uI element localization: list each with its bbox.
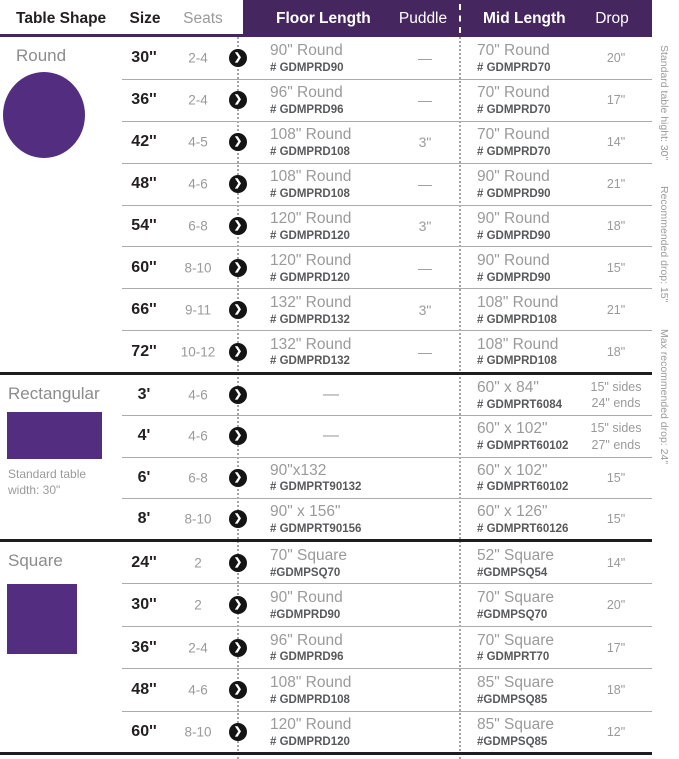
mid-length-value: 90" Round — [477, 210, 550, 228]
floor-length-value: 90" x 156" — [270, 502, 341, 520]
mid-length-value: 60" x 126" — [477, 502, 548, 520]
column-header-drop: Drop — [595, 10, 629, 27]
size-value: 36'' — [131, 91, 157, 109]
mid-length-code: # GDMPRD108 — [477, 313, 557, 326]
floor-length-cell — [270, 84, 392, 116]
seats-value: 2-4 — [188, 640, 208, 656]
mid-length-cell — [477, 462, 595, 494]
floor-length-value: 96" Round — [270, 84, 343, 102]
floor-length-cell — [270, 632, 392, 664]
seats-value: 4-6 — [188, 682, 208, 698]
floor-length-cell — [270, 462, 392, 494]
size-value: 48'' — [131, 175, 157, 193]
size-value: 4' — [137, 427, 151, 445]
arrow-circle-icon: ❯ — [229, 301, 247, 319]
mid-length-code: # GDMPRT60126 — [477, 522, 569, 535]
arrow-circle-icon: ❯ — [229, 596, 247, 614]
puddle-value: — — [418, 343, 432, 360]
floor-length-cell — [270, 126, 392, 158]
section-divider — [0, 539, 652, 542]
column-header-floor-length: Floor Length — [276, 10, 371, 27]
drop-value — [580, 470, 652, 486]
drop-line: 12" — [606, 725, 626, 740]
drop-value — [580, 50, 652, 66]
mid-length-cell — [477, 43, 595, 75]
mid-length-code: # GDMPRD90 — [477, 271, 551, 284]
size-value: 60'' — [131, 258, 157, 276]
floor-length-value: — — [323, 427, 339, 445]
arrow-circle-icon: ❯ — [229, 175, 247, 193]
side-note: Standard table hight: 30" — [658, 45, 670, 161]
mid-length-code: # GDMPRD70 — [477, 146, 551, 159]
mid-length-value: 70" Round — [477, 42, 550, 60]
table-row — [122, 121, 652, 163]
table-row — [122, 498, 652, 539]
table-row — [122, 288, 652, 330]
floor-length-value: 70" Square — [270, 546, 348, 564]
size-value: 3' — [137, 386, 151, 404]
size-value: 42'' — [131, 133, 157, 151]
table-row — [122, 205, 652, 247]
drop-line: 21" — [606, 302, 626, 317]
table-row — [122, 711, 652, 753]
drop-value — [580, 343, 652, 359]
floor-length-cell — [270, 294, 392, 326]
drop-line: 21" — [606, 176, 626, 191]
floor-length-value: 108" Round — [270, 126, 352, 144]
floor-length-cell — [270, 547, 392, 579]
seats-value: 2 — [194, 597, 202, 613]
drop-line: 18" — [606, 218, 626, 233]
floor-length-cell — [270, 503, 392, 535]
mid-length-cell — [477, 336, 595, 368]
arrow-circle-icon: ❯ — [229, 469, 247, 487]
section-divider — [0, 752, 652, 755]
floor-length-value: 132" Round — [270, 335, 352, 353]
floor-length-value: 90" Round — [270, 42, 343, 60]
rectangular-section-rows — [122, 375, 652, 539]
drop-value — [580, 379, 652, 412]
drop-line: 20" — [606, 597, 626, 612]
seats-value: 2 — [194, 555, 202, 571]
mid-length-code: #GDMPSQ70 — [477, 609, 548, 622]
size-value: 8' — [137, 509, 151, 527]
size-value: 30'' — [131, 596, 157, 614]
side-notes-vertical — [658, 45, 670, 735]
drop-value — [580, 555, 652, 571]
floor-length-cell — [270, 168, 392, 200]
mid-length-cell — [477, 503, 595, 535]
arrow-circle-icon: ❯ — [229, 386, 247, 404]
table-row — [122, 668, 652, 710]
rectangular-shape-figure — [7, 412, 102, 459]
drop-value — [580, 92, 652, 108]
mid-length-code: # GDMPRD90 — [477, 187, 551, 200]
drop-value — [580, 302, 652, 318]
floor-length-value: 108" Round — [270, 674, 352, 692]
table-row — [122, 626, 652, 668]
drop-line: 15" — [606, 470, 626, 485]
column-header-size: Size — [129, 10, 161, 27]
drop-value — [580, 218, 652, 234]
column-header-puddle: Puddle — [398, 10, 448, 27]
arrow-circle-icon: ❯ — [229, 510, 247, 528]
mid-length-value: 60" x 102" — [477, 461, 548, 479]
puddle-value: 3" — [418, 301, 432, 318]
mid-length-value: 108" Round — [477, 293, 559, 311]
arrow-circle-icon: ❯ — [229, 427, 247, 445]
drop-value — [580, 176, 652, 192]
puddle-value: 3" — [418, 217, 432, 234]
drop-line: 20" — [606, 51, 626, 66]
floor-length-code: # GDMPRD108 — [270, 693, 350, 706]
floor-length-cell — [270, 386, 392, 404]
drop-line: 24" ends — [591, 396, 641, 411]
mid-length-code: # GDMPRD70 — [477, 104, 551, 117]
square-shape-figure — [7, 584, 77, 654]
table-row — [122, 38, 652, 79]
floor-length-cell — [270, 336, 392, 368]
floor-length-value: 96" Round — [270, 631, 343, 649]
mid-length-code: #GDMPSQ85 — [477, 736, 548, 749]
mid-length-value: 85" Square — [477, 674, 555, 692]
floor-length-cell — [270, 589, 392, 621]
mid-length-code: # GDMPRD70 — [477, 62, 551, 75]
seats-value: 4-5 — [188, 134, 208, 150]
seats-value: 2-4 — [188, 92, 208, 108]
drop-line: 17" — [606, 93, 626, 108]
seats-value: 9-11 — [184, 302, 212, 318]
mid-length-value: 108" Round — [477, 335, 559, 353]
floor-length-code: # GDMPRD108 — [270, 187, 350, 200]
drop-line: 14" — [606, 555, 626, 570]
arrow-circle-icon: ❯ — [229, 639, 247, 657]
floor-length-value: 120" Round — [270, 251, 352, 269]
mid-length-cell — [477, 716, 595, 748]
mid-length-code: # GDMPRT6084 — [477, 399, 563, 412]
size-value: 54'' — [131, 216, 157, 234]
floor-length-value: 132" Round — [270, 293, 352, 311]
mid-length-code: # GDMPRD90 — [477, 229, 551, 242]
table-row — [122, 79, 652, 121]
table-row — [122, 330, 652, 372]
mid-length-value: 60" x 102" — [477, 420, 548, 438]
size-value: 66'' — [131, 300, 157, 318]
size-value: 72'' — [131, 342, 157, 360]
mid-length-cell — [477, 126, 595, 158]
drop-value — [580, 597, 652, 613]
header-dashed-divider — [459, 4, 461, 33]
drop-value — [580, 511, 652, 527]
size-value: 6' — [137, 468, 151, 486]
floor-length-code: # GDMPRD96 — [270, 104, 344, 117]
drop-line: 15" sides — [590, 421, 642, 436]
section-label-square: Square — [8, 551, 63, 570]
mid-length-cell — [477, 252, 595, 284]
mid-length-code: # GDMPRT60102 — [477, 481, 569, 494]
table-row — [122, 583, 652, 625]
arrow-circle-icon: ❯ — [229, 91, 247, 109]
floor-length-cell — [270, 674, 392, 706]
mid-length-cell — [477, 589, 595, 621]
round-section-rows — [122, 38, 652, 372]
mid-length-cell — [477, 210, 595, 242]
arrow-circle-icon: ❯ — [229, 554, 247, 572]
mid-length-value: 70" Square — [477, 631, 555, 649]
drop-line: 15" sides — [590, 379, 642, 394]
side-note: Recommended drop: 15" — [658, 186, 670, 303]
floor-length-code: # GDMPRD120 — [270, 271, 350, 284]
floor-length-cell — [270, 716, 392, 748]
table-row — [122, 375, 652, 415]
mid-length-cell — [477, 84, 595, 116]
arrow-circle-icon: ❯ — [229, 343, 247, 361]
column-header-seats: Seats — [183, 10, 223, 27]
section-label-rectangular: Rectangular — [8, 384, 100, 403]
seats-value: 4-6 — [188, 176, 208, 192]
floor-length-value: 90"x132 — [270, 461, 327, 479]
table-row — [122, 542, 652, 583]
drop-line: 17" — [606, 640, 626, 655]
mid-length-cell — [477, 632, 595, 664]
size-value: 48'' — [131, 680, 157, 698]
seats-value: 8-10 — [184, 260, 212, 276]
drop-value — [580, 260, 652, 276]
table-row — [122, 246, 652, 288]
floor-length-code: # GDMPRD132 — [270, 355, 350, 368]
floor-length-value: 120" Round — [270, 210, 352, 228]
drop-line: 18" — [606, 344, 626, 359]
puddle-value: — — [418, 50, 432, 67]
floor-length-cell — [270, 43, 392, 75]
floor-length-code: # GDMPRD96 — [270, 651, 344, 664]
floor-length-code: # GDMPRD108 — [270, 146, 350, 159]
table-row — [122, 163, 652, 205]
size-value: 24'' — [131, 553, 157, 571]
mid-length-value: 52" Square — [477, 546, 555, 564]
mid-length-value: 70" Round — [477, 126, 550, 144]
arrow-circle-icon: ❯ — [229, 259, 247, 277]
drop-line: 18" — [606, 682, 626, 697]
mid-length-cell — [477, 420, 595, 452]
table-row — [122, 415, 652, 456]
floor-length-code: # GDMPRD120 — [270, 229, 350, 242]
size-value: 30'' — [131, 49, 157, 67]
header-purple-band — [243, 0, 652, 37]
puddle-value: 3" — [418, 134, 432, 151]
mid-length-code: # GDMPRD108 — [477, 355, 557, 368]
column-header-table-shape: Table Shape — [16, 10, 107, 27]
floor-length-code: # GDMPRT90156 — [270, 522, 362, 535]
drop-line: 14" — [606, 135, 626, 150]
drop-line: 15" — [606, 511, 626, 526]
floor-length-code: # GDMPRD132 — [270, 313, 350, 326]
seats-value: 8-10 — [184, 724, 212, 740]
floor-length-code: #GDMPSQ70 — [270, 566, 341, 579]
mid-length-value: 90" Round — [477, 168, 550, 186]
floor-length-code: #GDMPRD90 — [270, 609, 341, 622]
mid-length-value: 70" Square — [477, 589, 555, 607]
side-note: Max recommended drop: 24" — [658, 328, 670, 464]
mid-length-value: 90" Round — [477, 251, 550, 269]
drop-value — [580, 724, 652, 740]
mid-length-cell — [477, 674, 595, 706]
mid-length-value: 60" x 84" — [477, 379, 539, 397]
mid-length-value: 85" Square — [477, 716, 555, 734]
drop-line: 27" ends — [591, 437, 641, 452]
drop-value — [580, 682, 652, 698]
section-label-round: Round — [16, 46, 67, 65]
floor-length-cell — [270, 427, 392, 445]
puddle-value: — — [418, 259, 432, 276]
floor-length-cell — [270, 252, 392, 284]
floor-length-value: 120" Round — [270, 716, 352, 734]
header-underline — [0, 34, 243, 37]
seats-value: 4-6 — [188, 387, 208, 403]
arrow-circle-icon: ❯ — [229, 681, 247, 699]
mid-length-cell — [477, 168, 595, 200]
drop-value — [580, 639, 652, 655]
rectangular-table-note: Standard table width: 30" — [8, 467, 87, 498]
seats-value: 6-8 — [188, 470, 208, 486]
arrow-circle-icon: ❯ — [229, 49, 247, 67]
arrow-circle-icon: ❯ — [229, 133, 247, 151]
drop-value — [580, 134, 652, 150]
column-header-mid-length: Mid Length — [483, 10, 566, 27]
size-value: 36'' — [131, 638, 157, 656]
mid-length-value: 70" Round — [477, 84, 550, 102]
drop-value — [580, 420, 652, 453]
puddle-value: — — [418, 92, 432, 109]
mid-length-cell — [477, 379, 595, 411]
mid-length-code: #GDMPSQ54 — [477, 566, 548, 579]
seats-value: 2-4 — [188, 50, 208, 66]
mid-length-cell — [477, 547, 595, 579]
floor-length-value: 90" Round — [270, 589, 343, 607]
mid-length-code: # GDMPRT60102 — [477, 440, 569, 453]
size-value: 60'' — [131, 723, 157, 741]
arrow-circle-icon: ❯ — [229, 217, 247, 235]
floor-length-value: 108" Round — [270, 168, 352, 186]
arrow-circle-icon: ❯ — [229, 723, 247, 741]
round-shape-figure — [3, 72, 85, 158]
floor-length-code: # GDMPRT90132 — [270, 481, 362, 494]
seats-value: 8-10 — [184, 511, 212, 527]
seats-value: 6-8 — [188, 218, 208, 234]
section-divider — [0, 372, 652, 375]
floor-length-code: # GDMPRD120 — [270, 736, 350, 749]
puddle-value: — — [418, 176, 432, 193]
floor-length-code: # GDMPRD90 — [270, 62, 344, 75]
floor-length-cell — [270, 210, 392, 242]
floor-length-value: — — [323, 385, 339, 403]
table-row — [122, 457, 652, 498]
drop-line: 15" — [606, 260, 626, 275]
square-section-rows — [122, 542, 652, 753]
seats-value: 10-12 — [180, 344, 216, 360]
mid-length-cell — [477, 294, 595, 326]
seats-value: 4-6 — [188, 428, 208, 444]
mid-length-code: #GDMPSQ85 — [477, 693, 548, 706]
mid-length-code: # GDMPRT70 — [477, 651, 550, 664]
